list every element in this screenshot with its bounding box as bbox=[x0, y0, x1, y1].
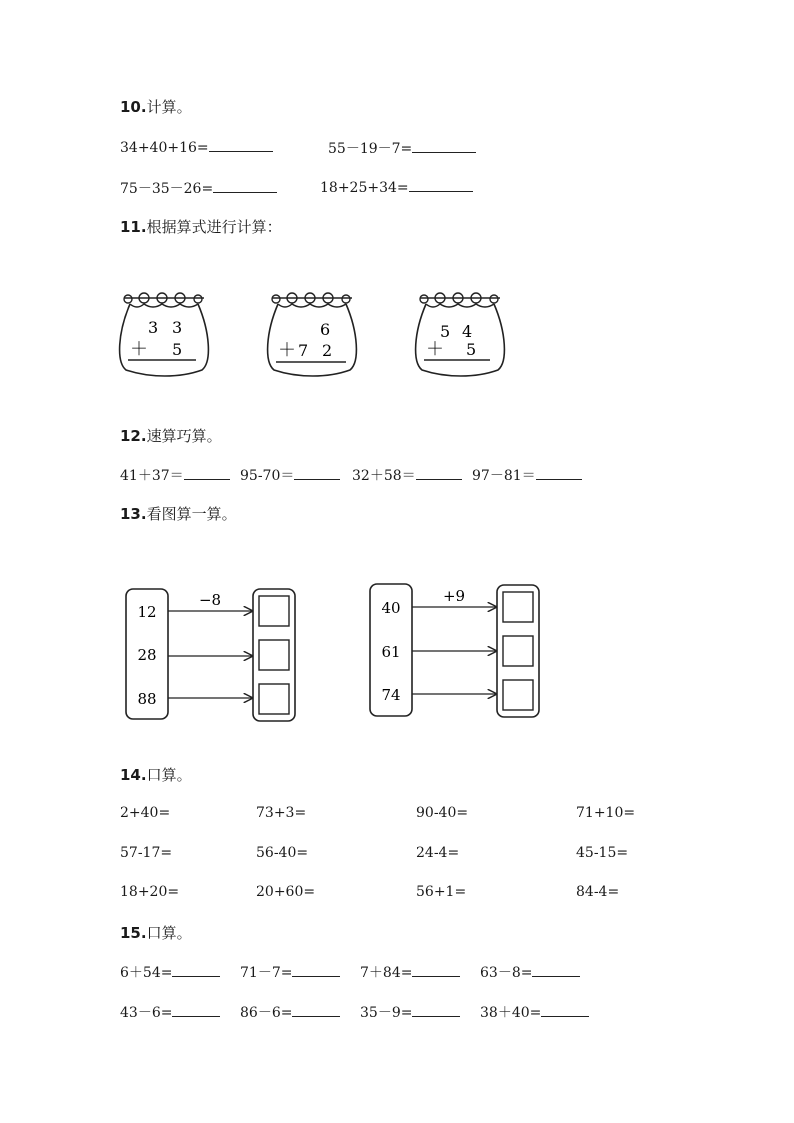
bag-figure-1 bbox=[120, 293, 209, 376]
exercise-item: 18+20= bbox=[120, 884, 180, 900]
exercise-item: 7＋84= bbox=[360, 962, 460, 982]
answer-blank[interactable] bbox=[412, 1003, 460, 1017]
exercise-item: 18+25+34= bbox=[320, 178, 473, 196]
question-text: 看图算一算。 bbox=[146, 505, 237, 523]
exercise-item: 43－6= bbox=[120, 1002, 220, 1022]
operation-label: +9 bbox=[442, 587, 466, 605]
exercise-item: 73+3= bbox=[256, 805, 307, 821]
answer-square[interactable] bbox=[503, 680, 533, 710]
exercise-item: 71－7= bbox=[240, 962, 340, 982]
answer-blank[interactable] bbox=[292, 1003, 340, 1017]
input-number: 12 bbox=[137, 603, 157, 621]
digit: 5 bbox=[440, 322, 451, 341]
answer-blank[interactable] bbox=[541, 1003, 589, 1017]
answer-square[interactable] bbox=[503, 636, 533, 666]
question-text: 口算。 bbox=[146, 924, 192, 942]
answer-blank[interactable] bbox=[416, 466, 462, 480]
question-number: 14. bbox=[120, 766, 147, 784]
answer-blank[interactable] bbox=[536, 466, 582, 480]
digit: 6 bbox=[320, 320, 331, 339]
exercise-item: 56+1= bbox=[416, 884, 467, 900]
answer-blank[interactable] bbox=[412, 963, 460, 977]
exercise-item: 57-17= bbox=[120, 845, 173, 861]
plus-sign: ＋ bbox=[278, 340, 296, 361]
answer-square[interactable] bbox=[259, 596, 289, 626]
exercise-item: 63－8= bbox=[480, 962, 580, 982]
bag-figure-3 bbox=[416, 293, 505, 376]
question-number: 13. bbox=[120, 505, 147, 523]
digit: 3 bbox=[148, 318, 159, 337]
answer-blank[interactable] bbox=[184, 466, 230, 480]
input-number: 28 bbox=[137, 646, 157, 664]
exercise-item: 71+10= bbox=[576, 805, 636, 821]
question-number: 11. bbox=[120, 218, 147, 236]
bag-figure-2 bbox=[268, 293, 357, 376]
exercise-item: 32＋58＝ bbox=[352, 465, 462, 485]
input-number: 88 bbox=[137, 690, 157, 708]
q13-diagram-1 bbox=[126, 589, 295, 721]
exercise-item: 95-70＝ bbox=[240, 465, 340, 485]
digit: 5 bbox=[466, 340, 477, 359]
question-15-title bbox=[120, 922, 192, 943]
answer-square[interactable] bbox=[259, 640, 289, 670]
exercise-item: 56-40= bbox=[256, 845, 309, 861]
question-number: 15. bbox=[120, 924, 147, 942]
digit: 2 bbox=[322, 341, 333, 360]
exercise-item: 35－9= bbox=[360, 1002, 460, 1022]
question-text: 速算巧算。 bbox=[146, 427, 222, 445]
answer-blank[interactable] bbox=[294, 466, 340, 480]
exercise-item: 41＋37＝ bbox=[120, 465, 230, 485]
exercise-item: 86－6= bbox=[240, 1002, 340, 1022]
digit: 5 bbox=[172, 340, 183, 359]
answer-square[interactable] bbox=[503, 592, 533, 622]
exercise-item: 24-4= bbox=[416, 845, 460, 861]
exercise-item: 34+40+16= bbox=[120, 138, 273, 156]
digit: 7 bbox=[298, 341, 309, 360]
q13-diagram-2 bbox=[370, 584, 539, 717]
exercise-item: 38＋40= bbox=[480, 1002, 589, 1022]
question-number: 12. bbox=[120, 427, 147, 445]
question-text: 根据算式进行计算： bbox=[146, 218, 282, 236]
digit: 4 bbox=[462, 322, 473, 341]
answer-blank[interactable] bbox=[292, 963, 340, 977]
exercise-item: 45-15= bbox=[576, 845, 629, 861]
exercise-item: 2+40= bbox=[120, 805, 171, 821]
exercise-item: 90-40= bbox=[416, 805, 469, 821]
question-number: 10. bbox=[120, 98, 147, 116]
question-13-title bbox=[120, 503, 237, 524]
question-text: 计算。 bbox=[146, 98, 192, 116]
exercise-item: 20+60= bbox=[256, 884, 316, 900]
input-number: 61 bbox=[381, 643, 401, 661]
answer-square[interactable] bbox=[259, 684, 289, 714]
digit: 3 bbox=[172, 318, 183, 337]
question-14-title bbox=[120, 764, 192, 785]
plus-sign: ＋ bbox=[130, 339, 148, 360]
question-12-title bbox=[120, 425, 222, 446]
exercise-item: 75－35－26= bbox=[120, 178, 277, 198]
operation-label: −8 bbox=[198, 591, 222, 609]
input-number: 74 bbox=[381, 686, 401, 704]
answer-blank[interactable] bbox=[172, 1003, 220, 1017]
exercise-item: 55－19－7= bbox=[328, 138, 476, 158]
exercise-item: 6＋54= bbox=[120, 962, 220, 982]
answer-blank[interactable] bbox=[532, 963, 580, 977]
exercise-item: 97－81＝ bbox=[472, 465, 582, 485]
answer-blank[interactable] bbox=[172, 963, 220, 977]
plus-sign: ＋ bbox=[426, 339, 444, 360]
question-text: 口算。 bbox=[146, 766, 192, 784]
input-number: 40 bbox=[381, 599, 401, 617]
exercise-item: 84-4= bbox=[576, 884, 620, 900]
